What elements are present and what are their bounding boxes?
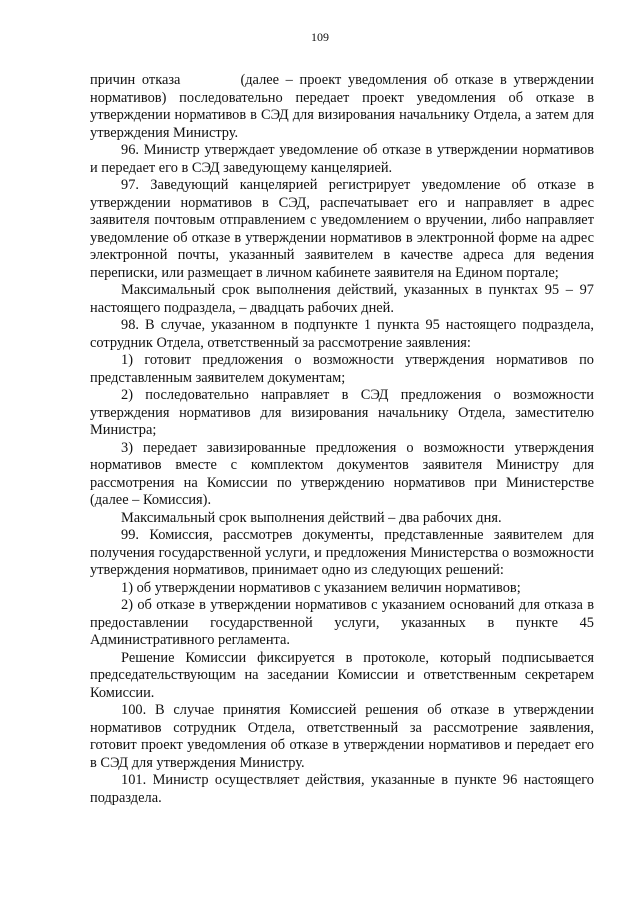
paragraph-96: 96. Министр утверждает уведомление об отказе в утверждении нормативов и передает его в СЭД заведующему канцелярией. (90, 142, 594, 176)
paragraph-continuation-start: причин отказа (90, 72, 181, 88)
paragraph-101: 101. Министр осуществляет действия, указанные в пункте 96 настоящего подраздела. (90, 772, 594, 806)
paragraph-98-deadline: Максимальный срок выполнения действий – два рабочих дня. (121, 509, 502, 526)
paragraph-99-item-2: 2) об отказе в утверждении нормативов с указанием оснований для отказа в предоставлении государственной услуги, указанных в пункте 45 Административного регламента. (90, 597, 594, 648)
paragraph-98: 98. В случае, указанном в подпункте 1 пункта 95 настоящего подраздела, сотрудник Отдела, ответственный за рассмотрение заявления: (90, 317, 594, 351)
paragraph-99-decision: Решение Комиссии фиксируется в протоколе, который подписывается председательствующим на заседании Комиссии и ответственным секретарем Комиссии. (90, 649, 594, 701)
paragraph-98-item-1: 1) готовит предложения о возможности утверждения нормативов по представленным заявителем документам; (90, 352, 594, 386)
paragraph-continuation (90, 72, 594, 142)
paragraph-99: 99. Комиссия, рассмотрев документы, представленные заявителем для получения государственной услуги, и предложения Министерства о возможности утверждения нормативов, принимает одно из следующих решений: (90, 527, 594, 578)
paragraph-continuation-end: (далее – проект уведомления об отказе в утверждении нормативов) последовательно передает проект уведомления об отказе в утверждении нормативов в СЭД для визирования начальнику Отдела, а затем для утверждения Министру. (90, 72, 594, 141)
paragraph-100: 100. В случае принятия Комиссией решения об отказе в утверждении нормативов сотрудник Отдела, ответственный за рассмотрение заявления, готовит проект уведомления об отказе в утверждении нормативов и передает его в СЭД для утверждения Министру. (90, 702, 594, 771)
paragraph-97-deadline: Максимальный срок выполнения действий, указанных в пунктах 95 – 97 настоящего подраздела, – двадцать рабочих дней. (90, 282, 594, 316)
paragraph-98-item-3: 3) передает завизированные предложения о возможности утверждения нормативов вместе с комплектом документов заявителя Министру для рассмотрения на Комиссии по утверждению нормативов при Министерстве (далее – Комиссия). (90, 439, 594, 508)
document-body (90, 72, 594, 807)
paragraph-97: 97. Заведующий канцелярией регистрирует уведомление об отказе в утверждении нормативов в СЭД, распечатывает его и направляет в адрес заявителя почтовым отправлением с уведомлением о вручении, либо направляет уведомление об отказе в утверждении нормативов в электронной форме на адрес электронной почты, указанный заявителем в качестве адреса для ведения переписки, или размещает в личном кабинете заявителя на Едином портале; (90, 177, 594, 281)
paragraph-99-item-1: 1) об утверждении нормативов с указанием величин нормативов; (121, 579, 521, 596)
page-number: 109 (311, 30, 329, 44)
paragraph-98-item-2: 2) последовательно направляет в СЭД предложения о возможности утверждения нормативов для визирования начальнику Отдела, заместителю Министра; (90, 387, 594, 438)
